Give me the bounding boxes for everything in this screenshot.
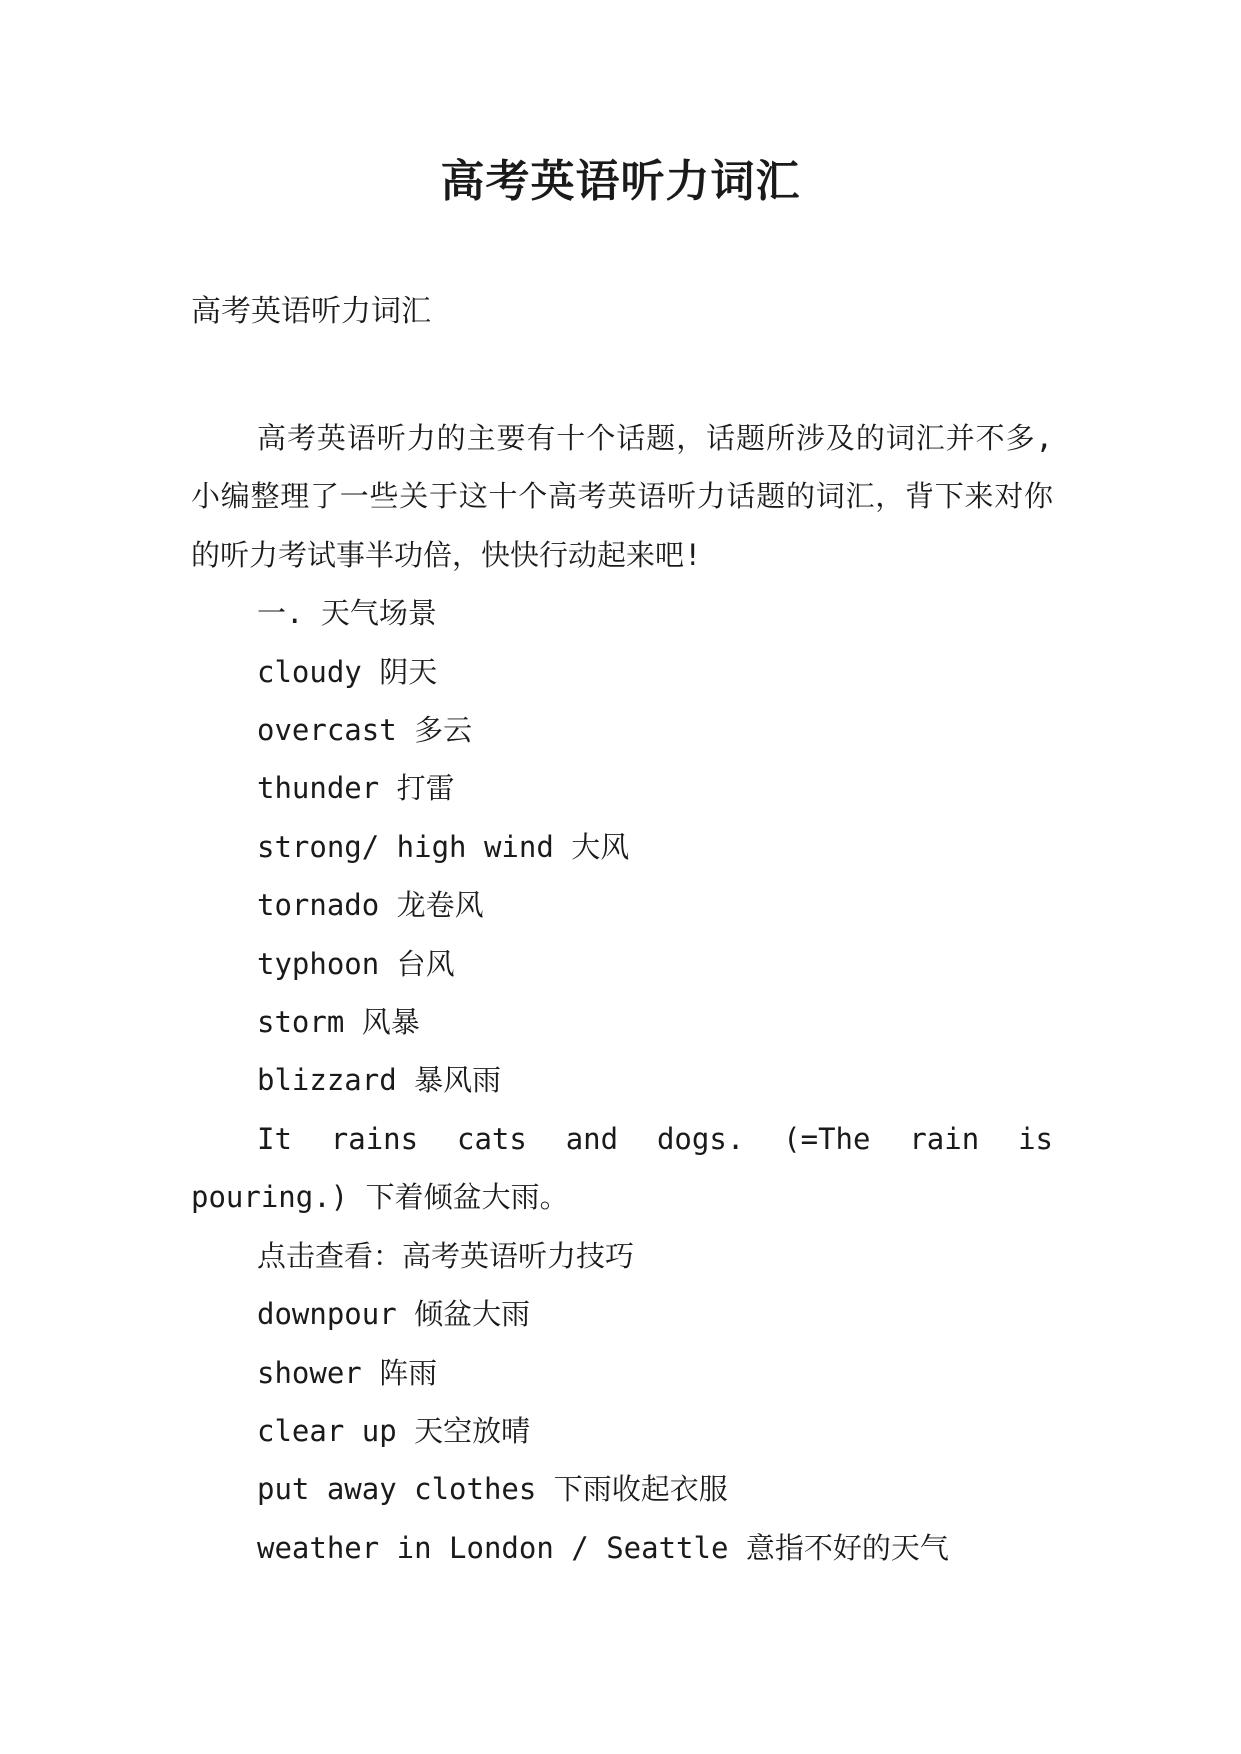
idiom-line: It rains cats and dogs. (=The rain is pouring.) 下着倾盆大雨。 <box>191 1121 1053 1215</box>
vocab-line: put away clothes 下雨收起衣服 <box>257 1472 728 1507</box>
intro-paragraph: 高考英语听力的主要有十个话题，话题所涉及的词汇并不多,小编整理了一些关于这十个高考英语听力话题的词汇，背下来对你的听力考试事半功倍，快快行动起来吧! <box>191 421 1053 572</box>
vocab-line: thunder 打雷 <box>257 771 455 806</box>
vocab-line: typhoon 台风 <box>257 946 455 981</box>
document-body <box>191 409 1053 1577</box>
document-subtitle: 高考英语听力词汇 <box>191 294 431 329</box>
vocab-line: weather in London / Seattle 意指不好的天气 <box>257 1530 949 1565</box>
vocab-line: clear up 天空放晴 <box>257 1413 531 1448</box>
document-title: 高考英语听力词汇 <box>440 156 801 207</box>
vocab-line: cloudy 阴天 <box>257 654 438 689</box>
vocab-line: shower 阵雨 <box>257 1355 438 1390</box>
vocab-line: overcast 多云 <box>257 713 473 748</box>
vocab-line: tornado 龙卷风 <box>257 888 484 923</box>
section-heading: 一. 天气场景 <box>257 596 437 631</box>
vocab-line: strong/ high wind 大风 <box>257 829 630 864</box>
vocab-line: downpour 倾盆大雨 <box>257 1297 531 1332</box>
listening-tips-link[interactable]: 点击查看：高考英语听力技巧 <box>257 1238 635 1273</box>
vocab-line: blizzard 暴风雨 <box>257 1063 502 1098</box>
vocab-line: storm 风暴 <box>257 1005 420 1040</box>
